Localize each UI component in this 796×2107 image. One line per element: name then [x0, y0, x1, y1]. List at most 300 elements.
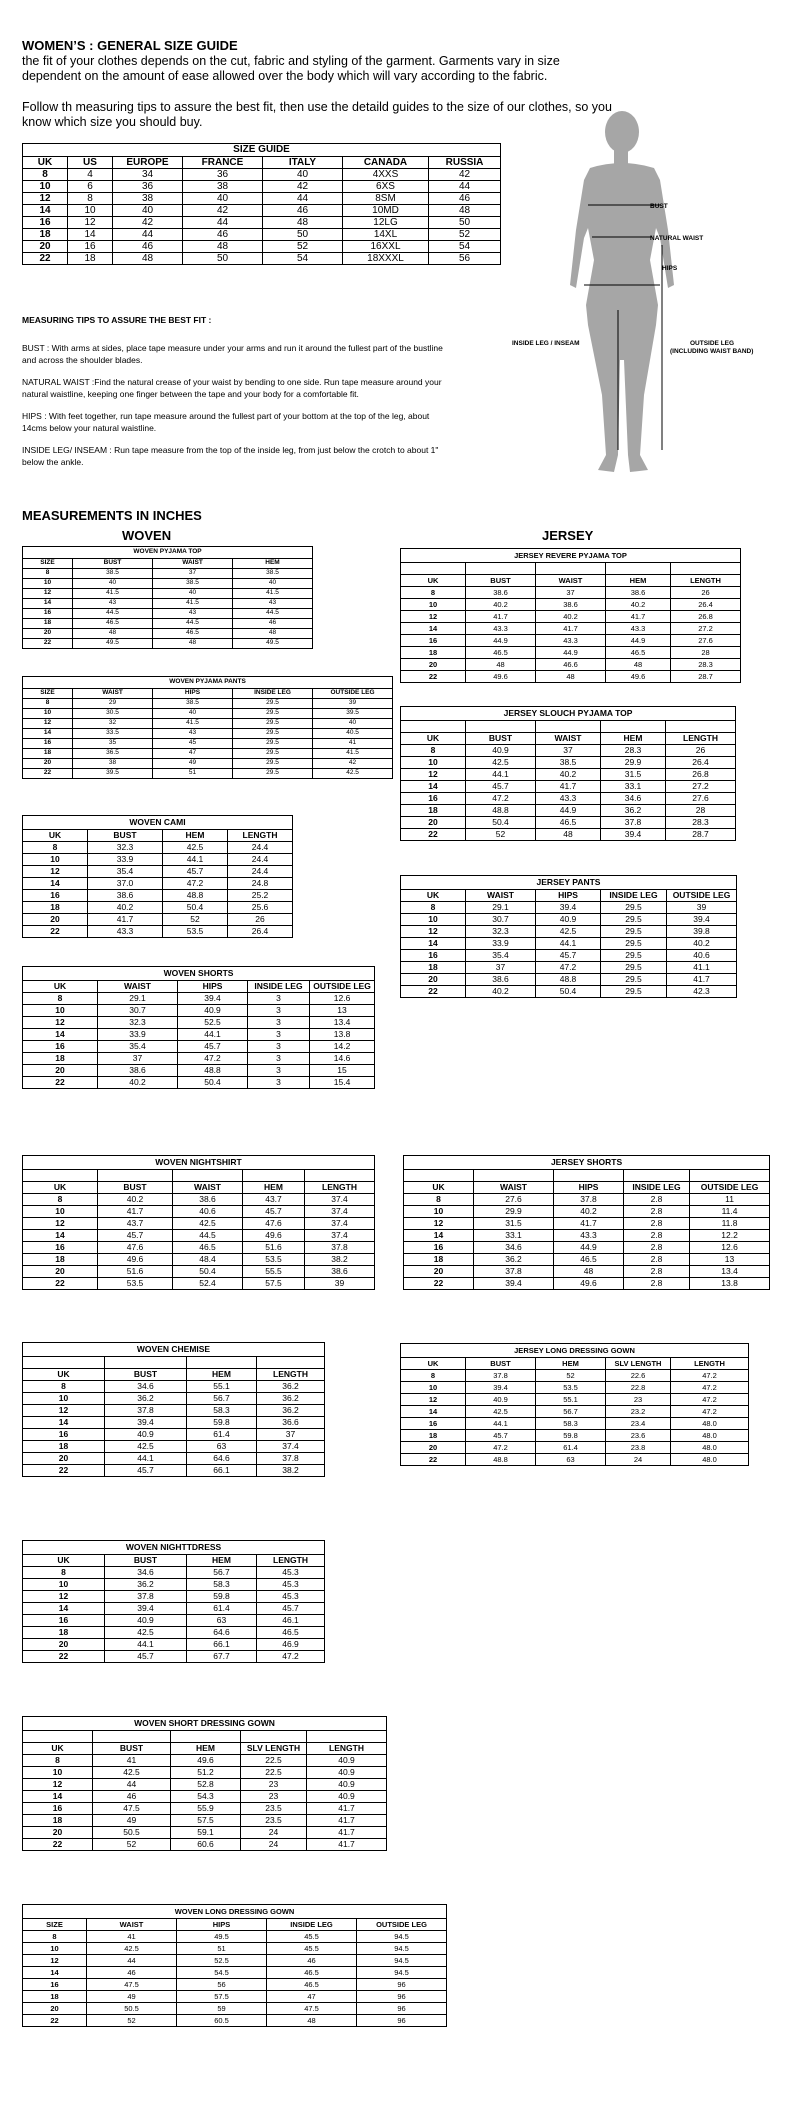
table-cell: 43.3: [466, 623, 536, 635]
table-row: [401, 829, 736, 841]
table-cell: 14: [401, 623, 466, 635]
jersey-revere-pyjama-top-table: [400, 548, 741, 683]
column-header: SIZE: [23, 559, 73, 569]
table-cell: 38.5: [73, 569, 153, 579]
table-cell: 16: [23, 739, 73, 749]
table-cell: 47: [153, 749, 233, 759]
table-cell: 43: [73, 599, 153, 609]
table-cell: 47.5: [267, 2003, 357, 2015]
table-cell: 39.4: [105, 1417, 187, 1429]
table-cell: 4: [68, 169, 113, 181]
table-row: [23, 1077, 375, 1089]
table-cell: 39: [305, 1278, 375, 1290]
table-cell: 29.5: [601, 950, 667, 962]
table-row: [23, 769, 393, 779]
table-cell: 20: [23, 1065, 98, 1077]
table-cell: 23: [241, 1779, 307, 1791]
blank-cell: [23, 1170, 98, 1182]
table-cell: 45.3: [257, 1567, 325, 1579]
table-cell: 12: [401, 1394, 466, 1406]
table-cell: 22: [23, 926, 88, 938]
table-cell: 10: [401, 599, 466, 611]
table-cell: 39.4: [105, 1603, 187, 1615]
table-cell: 18: [23, 749, 73, 759]
table-title: JERSEY LONG DRESSING GOWN: [401, 1344, 749, 1358]
table-cell: 12: [23, 1955, 87, 1967]
table-cell: 10: [23, 181, 68, 193]
table-cell: 2.8: [624, 1242, 690, 1254]
table-cell: 49.5: [73, 639, 153, 649]
column-header: HIPS: [178, 981, 248, 993]
table-cell: 29.5: [601, 938, 667, 950]
table-cell: 22: [23, 2015, 87, 2027]
table-row: [23, 902, 293, 914]
table-cell: 27.6: [474, 1194, 554, 1206]
table-cell: 40: [73, 579, 153, 589]
table-cell: 18: [23, 619, 73, 629]
table-cell: 29.5: [233, 769, 313, 779]
table-cell: 44.9: [606, 635, 671, 647]
table-cell: 49.6: [171, 1755, 241, 1767]
table-cell: 45.7: [178, 1041, 248, 1053]
table-row: [23, 866, 293, 878]
table-cell: 18: [401, 647, 466, 659]
column-header: LENGTH: [666, 733, 736, 745]
table-cell: 39.5: [73, 769, 153, 779]
table-cell: 20: [23, 1639, 105, 1651]
size-guide-header-cell: EUROPE: [113, 157, 183, 169]
table-cell: 38.6: [173, 1194, 243, 1206]
table-cell: 14.6: [310, 1053, 375, 1065]
tips-title: MEASURING TIPS TO ASSURE THE BEST FIT :: [22, 315, 212, 325]
table-cell: 40: [233, 579, 313, 589]
table-cell: 49: [93, 1815, 171, 1827]
table-cell: 48.4: [173, 1254, 243, 1266]
table-cell: 46.5: [267, 1967, 357, 1979]
column-header: LENGTH: [671, 1358, 749, 1370]
table-cell: 38.5: [153, 579, 233, 589]
table-cell: 46: [429, 193, 501, 205]
table-cell: 63: [187, 1615, 257, 1627]
column-header: LENGTH: [305, 1182, 375, 1194]
table-cell: 24: [241, 1827, 307, 1839]
table-cell: 26: [671, 587, 741, 599]
column-header: UK: [401, 733, 466, 745]
table-cell: 3: [248, 1029, 310, 1041]
table-cell: 12: [23, 866, 88, 878]
table-cell: 29.1: [98, 993, 178, 1005]
table-row: [23, 1381, 325, 1393]
table-cell: 10: [23, 854, 88, 866]
table-cell: 41.7: [536, 623, 606, 635]
table-cell: 16: [23, 890, 88, 902]
table-row: [23, 569, 313, 579]
table-cell: 52.4: [173, 1278, 243, 1290]
table-cell: 14: [23, 205, 68, 217]
table-cell: 48.0: [671, 1442, 749, 1454]
blank-cell: [173, 1170, 243, 1182]
table-cell: 44.1: [105, 1453, 187, 1465]
table-cell: 18: [68, 253, 113, 265]
table-row: [401, 781, 736, 793]
table-row: [23, 749, 393, 759]
size-guide-title: SIZE GUIDE: [23, 144, 501, 157]
blank-cell: [23, 1731, 93, 1743]
table-cell: 18: [23, 902, 88, 914]
table-cell: 55.5: [243, 1266, 305, 1278]
table-cell: 16: [23, 1615, 105, 1627]
table-cell: 36: [183, 169, 263, 181]
table-cell: 10: [401, 1382, 466, 1394]
column-header: INSIDE LEG: [233, 689, 313, 699]
tip-hips: HIPS : With feet together, run tape measure around the fullest part of your bottom at the top of the leg, about 14cms below your natural waistline.: [22, 411, 430, 433]
table-row: [23, 1041, 375, 1053]
table-cell: 42.5: [173, 1218, 243, 1230]
column-header: HIPS: [153, 689, 233, 699]
table-cell: 38.6: [606, 587, 671, 599]
table-cell: 45: [153, 739, 233, 749]
blank-cell: [554, 1170, 624, 1182]
table-cell: 44: [93, 1779, 171, 1791]
blank-cell: [671, 563, 741, 575]
table-cell: 47.6: [243, 1218, 305, 1230]
table-cell: 38.5: [536, 757, 601, 769]
blank-cell: [241, 1731, 307, 1743]
table-cell: 12: [23, 193, 68, 205]
table-row: [23, 759, 393, 769]
table-cell: 41.1: [667, 962, 737, 974]
table-cell: 22.8: [606, 1382, 671, 1394]
table-cell: 40.2: [466, 599, 536, 611]
table-cell: 44.9: [536, 805, 601, 817]
column-header: BUST: [98, 1182, 173, 1194]
table-cell: 22: [23, 253, 68, 265]
column-header: HIPS: [536, 890, 601, 902]
table-cell: 32.3: [466, 926, 536, 938]
table-title: WOVEN PYJAMA PANTS: [23, 677, 393, 689]
woven-heading: WOVEN: [122, 528, 172, 543]
table-cell: 26: [666, 745, 736, 757]
table-cell: 48.8: [466, 1454, 536, 1466]
table-cell: 29.5: [233, 709, 313, 719]
table-cell: 38: [73, 759, 153, 769]
table-cell: 50.5: [87, 2003, 177, 2015]
table-cell: 43: [233, 599, 313, 609]
table-cell: 22: [401, 671, 466, 683]
table-cell: 48: [536, 829, 601, 841]
table-cell: 12: [401, 611, 466, 623]
table-cell: 12: [23, 589, 73, 599]
table-cell: 61.4: [536, 1442, 606, 1454]
table-row: [23, 1839, 387, 1851]
table-cell: 46: [233, 619, 313, 629]
column-header: HEM: [243, 1182, 305, 1194]
table-cell: 16: [23, 1979, 87, 1991]
table-cell: 48: [73, 629, 153, 639]
table-row: [23, 739, 393, 749]
blank-cell: [601, 721, 666, 733]
table-row: [23, 1218, 375, 1230]
table-cell: 12LG: [343, 217, 429, 229]
table-cell: 45.7: [98, 1230, 173, 1242]
table-cell: 44.1: [178, 1029, 248, 1041]
table-row: [401, 805, 736, 817]
table-cell: 47.2: [178, 1053, 248, 1065]
table-cell: 29.5: [233, 759, 313, 769]
table-cell: 46.5: [554, 1254, 624, 1266]
table-cell: 59.8: [187, 1417, 257, 1429]
table-cell: 55.9: [171, 1803, 241, 1815]
table-row: [23, 253, 501, 265]
table-cell: 23.2: [606, 1406, 671, 1418]
column-header: HEM: [171, 1743, 241, 1755]
column-header: LENGTH: [671, 575, 741, 587]
table-cell: 50.4: [163, 902, 228, 914]
table-cell: 47.2: [466, 1442, 536, 1454]
table-cell: 37: [153, 569, 233, 579]
table-cell: 38.2: [257, 1465, 325, 1477]
column-header: UK: [401, 1358, 466, 1370]
table-cell: 63: [187, 1441, 257, 1453]
table-row: [401, 1370, 749, 1382]
column-header: WAIST: [173, 1182, 243, 1194]
table-cell: 49.5: [233, 639, 313, 649]
table-cell: 47.2: [671, 1382, 749, 1394]
table-cell: 25.2: [228, 890, 293, 902]
column-header: UK: [23, 981, 98, 993]
table-cell: 43.3: [536, 635, 606, 647]
table-cell: 45.7: [243, 1206, 305, 1218]
table-cell: 13.4: [310, 1017, 375, 1029]
table-cell: 34.6: [105, 1567, 187, 1579]
table-cell: 47.2: [671, 1370, 749, 1382]
table-cell: 45.7: [163, 866, 228, 878]
table-cell: 38.6: [466, 587, 536, 599]
table-row: [401, 1430, 749, 1442]
table-cell: 50.4: [536, 986, 601, 998]
table-cell: 42.5: [105, 1441, 187, 1453]
table-cell: 42.5: [93, 1767, 171, 1779]
table-cell: 44: [87, 1955, 177, 1967]
table-cell: 36.2: [257, 1381, 325, 1393]
table-cell: 35.4: [88, 866, 163, 878]
table-cell: 55.1: [536, 1394, 606, 1406]
table-cell: 18: [401, 805, 466, 817]
table-cell: 28: [666, 805, 736, 817]
table-cell: 16: [23, 217, 68, 229]
blank-cell: [624, 1170, 690, 1182]
table-cell: 28.3: [601, 745, 666, 757]
table-row: [404, 1206, 770, 1218]
table-row: [23, 878, 293, 890]
table-cell: 39.4: [667, 914, 737, 926]
table-cell: 28.7: [671, 671, 741, 683]
table-title: WOVEN LONG DRESSING GOWN: [23, 1905, 447, 1919]
table-cell: 44: [183, 217, 263, 229]
table-cell: 46.9: [257, 1639, 325, 1651]
table-cell: 20: [23, 1266, 98, 1278]
table-row: [23, 1791, 387, 1803]
table-row: [404, 1194, 770, 1206]
table-cell: 8: [23, 1931, 87, 1943]
table-cell: 27.6: [666, 793, 736, 805]
table-cell: 40.2: [466, 986, 536, 998]
column-header: WAIST: [87, 1919, 177, 1931]
tip-natural-waist: NATURAL WAIST :Find the natural crease of your waist by bending to one side. Run tape measure around your natural waistline, keeping one finger between the tape and your body for a comfortable fit.: [22, 377, 442, 399]
table-cell: 44: [113, 229, 183, 241]
table-cell: 52: [429, 229, 501, 241]
table-cell: 44.5: [153, 619, 233, 629]
table-cell: 41.7: [667, 974, 737, 986]
table-cell: 37.4: [305, 1218, 375, 1230]
table-cell: 24.4: [228, 842, 293, 854]
table-row: [404, 1230, 770, 1242]
column-header: WAIST: [536, 575, 606, 587]
table-cell: 23.6: [606, 1430, 671, 1442]
table-cell: 49.6: [98, 1254, 173, 1266]
blank-cell: [257, 1357, 325, 1369]
table-title: JERSEY PANTS: [401, 876, 737, 890]
column-header: UK: [23, 1743, 93, 1755]
table-cell: 8: [401, 902, 466, 914]
table-cell: 94.5: [357, 1967, 447, 1979]
table-row: [23, 2015, 447, 2027]
column-header: HEM: [187, 1369, 257, 1381]
table-cell: 34.6: [601, 793, 666, 805]
table-cell: 52.5: [177, 1955, 267, 1967]
table-cell: 37: [466, 962, 536, 974]
table-cell: 14: [23, 1230, 98, 1242]
table-cell: 38.5: [233, 569, 313, 579]
table-cell: 53.5: [243, 1254, 305, 1266]
table-cell: 45.3: [257, 1591, 325, 1603]
table-cell: 43: [153, 729, 233, 739]
table-row: [23, 1827, 387, 1839]
table-cell: 47.2: [536, 962, 601, 974]
table-cell: 41.7: [307, 1839, 387, 1851]
table-cell: 26.4: [228, 926, 293, 938]
table-cell: 46.5: [267, 1979, 357, 1991]
table-cell: 42.3: [667, 986, 737, 998]
label-outside-leg: OUTSIDE LEG: [690, 340, 735, 347]
table-cell: 29.9: [601, 757, 666, 769]
table-row: [23, 1405, 325, 1417]
table-cell: 53.5: [536, 1382, 606, 1394]
table-cell: 44.1: [163, 854, 228, 866]
blank-cell: [105, 1357, 187, 1369]
table-cell: 40.9: [307, 1767, 387, 1779]
table-cell: 39: [313, 699, 393, 709]
column-header: HIPS: [177, 1919, 267, 1931]
table-cell: 14: [401, 781, 466, 793]
column-header: SLV LENGTH: [606, 1358, 671, 1370]
table-cell: 41.5: [153, 719, 233, 729]
table-cell: 2.8: [624, 1230, 690, 1242]
table-cell: 13.4: [690, 1266, 770, 1278]
table-cell: 2.8: [624, 1194, 690, 1206]
table-row: [23, 193, 501, 205]
table-cell: 49: [87, 1991, 177, 2003]
table-cell: 42: [113, 217, 183, 229]
size-guide-header-cell: ITALY: [263, 157, 343, 169]
table-cell: 29.5: [601, 902, 667, 914]
table-cell: 14: [23, 1603, 105, 1615]
table-cell: 42.5: [105, 1627, 187, 1639]
table-cell: 14: [23, 1417, 105, 1429]
table-row: [23, 1755, 387, 1767]
table-cell: 39.5: [313, 709, 393, 719]
table-cell: 39.4: [466, 1382, 536, 1394]
table-cell: 34.6: [105, 1381, 187, 1393]
table-cell: 44.1: [536, 938, 601, 950]
table-row: [23, 1254, 375, 1266]
table-cell: 14: [23, 1029, 98, 1041]
table-cell: 20: [401, 659, 466, 671]
table-title: WOVEN CAMI: [23, 816, 293, 830]
table-cell: 40.6: [173, 1206, 243, 1218]
woven-long-dressing-gown-table: [22, 1904, 447, 2027]
column-header: OUTSIDE LEG: [690, 1182, 770, 1194]
table-cell: 37.8: [105, 1405, 187, 1417]
table-cell: 45.7: [105, 1465, 187, 1477]
column-header: UK: [401, 575, 466, 587]
table-cell: 16: [404, 1242, 474, 1254]
table-cell: 20: [23, 914, 88, 926]
table-row: [401, 1454, 749, 1466]
table-cell: 10MD: [343, 205, 429, 217]
table-cell: 96: [357, 1979, 447, 1991]
table-cell: 40.9: [105, 1429, 187, 1441]
column-header: HEM: [536, 1358, 606, 1370]
table-cell: 58.3: [187, 1579, 257, 1591]
table-cell: 37.4: [257, 1441, 325, 1453]
column-header: SLV LENGTH: [241, 1743, 307, 1755]
size-guide-header-cell: CANADA: [343, 157, 429, 169]
table-cell: 12.2: [690, 1230, 770, 1242]
blank-cell: [23, 1357, 105, 1369]
table-cell: 30.7: [466, 914, 536, 926]
jersey-slouch-pyjama-top-table: [400, 706, 736, 841]
blank-cell: [98, 1170, 173, 1182]
table-cell: 43.3: [536, 793, 601, 805]
blank-cell: [474, 1170, 554, 1182]
table-cell: 10: [23, 1579, 105, 1591]
table-cell: 43.3: [88, 926, 163, 938]
table-row: [23, 241, 501, 253]
table-cell: 10: [23, 709, 73, 719]
table-cell: 45.5: [267, 1943, 357, 1955]
table-cell: 41.7: [307, 1803, 387, 1815]
table-cell: 49: [153, 759, 233, 769]
table-cell: 30.5: [73, 709, 153, 719]
table-cell: 47.5: [87, 1979, 177, 1991]
table-cell: 24: [241, 1839, 307, 1851]
jersey-shorts-table: [403, 1155, 770, 1290]
table-cell: 51: [177, 1943, 267, 1955]
column-header: INSIDE LEG: [624, 1182, 690, 1194]
table-cell: 40.2: [98, 1077, 178, 1089]
table-cell: 8: [23, 1755, 93, 1767]
table-cell: 40.6: [667, 950, 737, 962]
table-cell: 22: [401, 1454, 466, 1466]
table-cell: 35.4: [98, 1041, 178, 1053]
measuring-tips: [22, 314, 452, 468]
table-cell: 20: [404, 1266, 474, 1278]
table-title: WOVEN PYJAMA TOP: [23, 547, 313, 559]
table-cell: 47.2: [671, 1394, 749, 1406]
table-cell: 8: [404, 1194, 474, 1206]
column-header: BUST: [105, 1555, 187, 1567]
